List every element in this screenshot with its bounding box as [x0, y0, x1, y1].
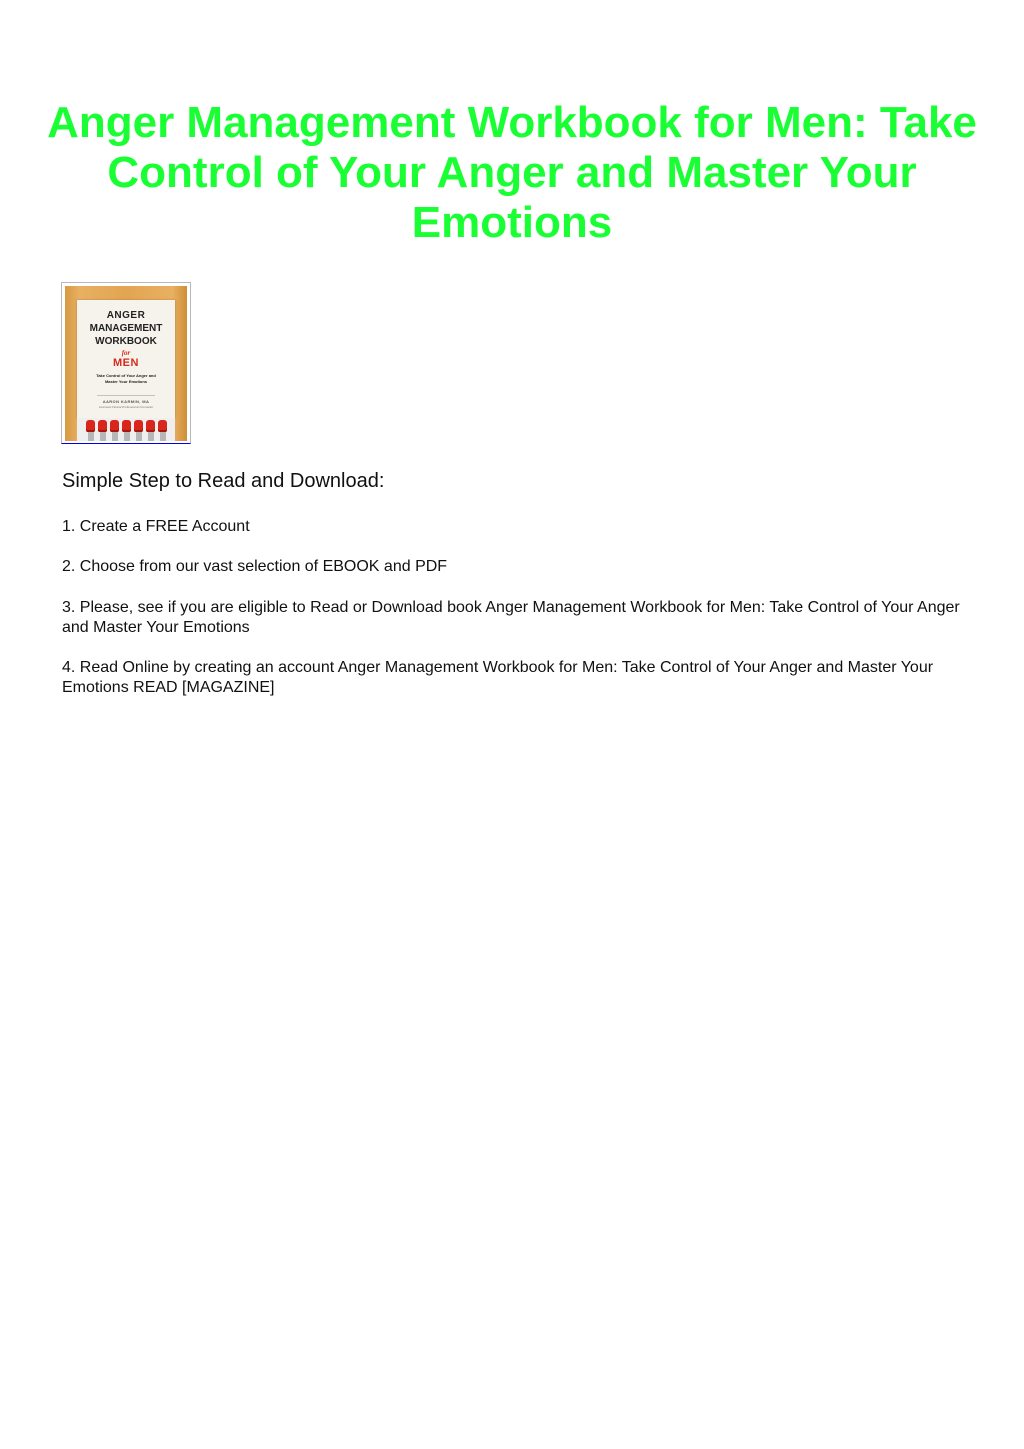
- cover-title-line-3: WORKBOOK: [95, 336, 157, 347]
- match-head: [158, 420, 167, 432]
- step-choose-selection: 2. Choose from our vast selection of EBOOK and PDF: [62, 558, 448, 575]
- step-read-online: 4. Read Online by creating an account Anger Management Workbook for Men: Take Control of Your Anger and Master Your Emotions READ [MAGAZINE]: [62, 659, 934, 696]
- match-head: [134, 420, 143, 432]
- match-stick: [112, 431, 118, 441]
- cover-card: [77, 300, 175, 418]
- match-stick: [124, 431, 130, 441]
- cover-subtitle-line-2: Master Your Emotions: [104, 379, 148, 384]
- match-stick: [136, 431, 142, 441]
- book-cover-image: [65, 286, 187, 441]
- steps-heading: Simple Step to Read and Download:: [62, 470, 385, 492]
- cover-author-note: Licensed Clinical Professional Counselor: [98, 405, 154, 409]
- cover-title-line-4: for: [121, 349, 131, 357]
- match-head: [146, 420, 155, 432]
- step-create-account: 1. Create a FREE Account: [62, 518, 250, 535]
- cover-subtitle-line-1: Take Control of Your Anger and: [96, 373, 156, 378]
- cover-author: AARON KARMIN, MA: [102, 399, 150, 404]
- cover-title-line-5: MEN: [113, 357, 139, 369]
- book-cover-link[interactable]: [61, 282, 191, 444]
- step-check-eligibility: 3. Please, see if you are eligible to Read or Download book Anger Management Workbook for Men: Take Control of Your Anger and Master Your Emotions: [62, 599, 960, 636]
- cover-title-line-2: MANAGEMENT: [89, 323, 163, 334]
- match-head: [110, 420, 119, 432]
- match-head: [122, 420, 131, 432]
- cover-matches-illustration: [77, 418, 175, 441]
- document-title: Anger Management Workbook for Men: Take Control of Your Anger and Master Your Emotions: [47, 98, 977, 247]
- match-stick: [88, 431, 94, 441]
- match-head: [98, 420, 107, 432]
- match-head: [86, 420, 95, 432]
- match-stick: [100, 431, 106, 441]
- match-stick: [160, 431, 166, 441]
- match-stick: [148, 431, 154, 441]
- cover-divider: [97, 395, 155, 396]
- cover-title-line-1: ANGER: [106, 310, 146, 321]
